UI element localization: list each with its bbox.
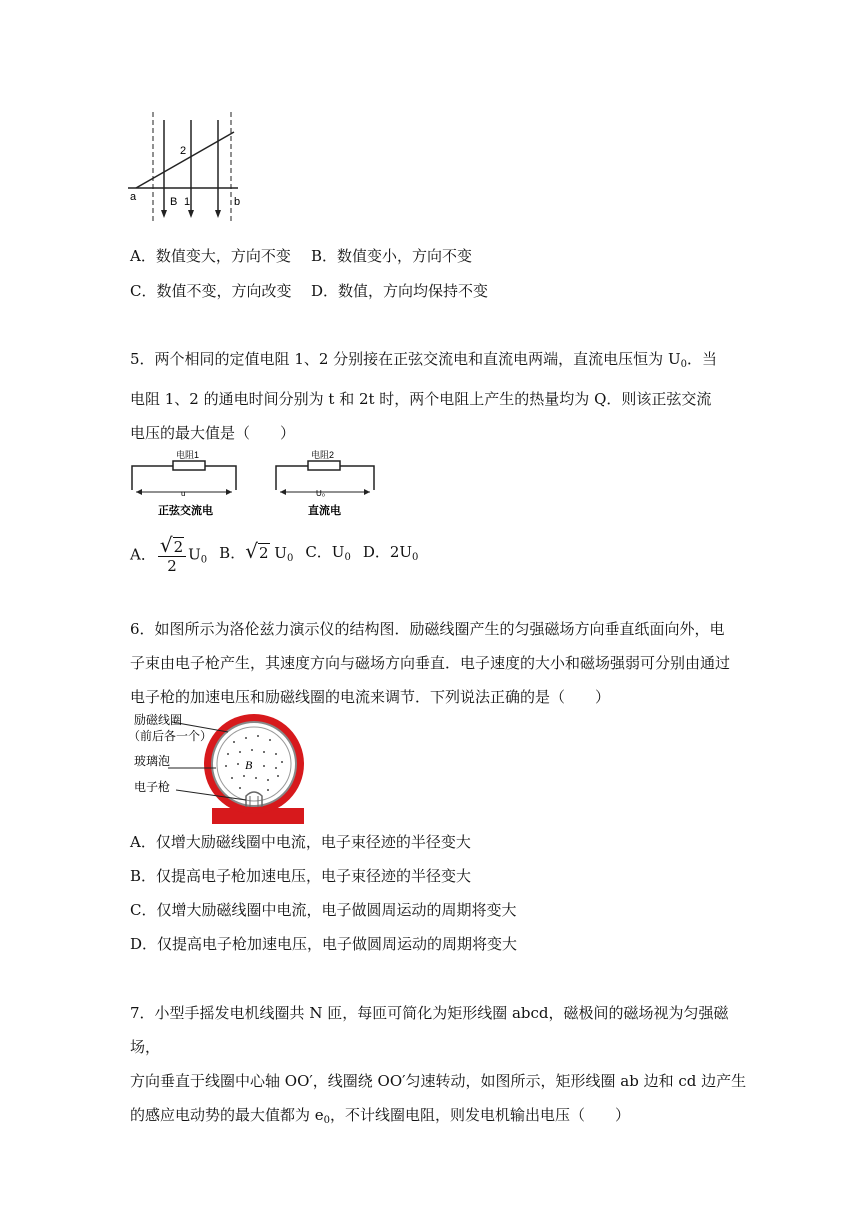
q6-option-a[interactable]: A．仅增大励磁线圈中电流，电子束径迹的半径变大 xyxy=(130,833,471,851)
q5-r2-label: 电阻2 xyxy=(311,450,335,460)
q4-label-2: 2 xyxy=(180,145,187,157)
q6-line3: 电子枪的加速电压和励磁线圈的电流来调节．下列说法正确的是（ ） xyxy=(130,688,611,706)
q6-option-c[interactable]: C．仅增大励磁线圈中电流，电子做圆周运动的周期将变大 xyxy=(130,901,517,919)
q5-line1: 5．两个相同的定值电阻 1、2 分别接在正弦交流电和直流电两端，直流电压恒为 $U_0$．当 xyxy=(130,350,717,370)
q5-line3: 电压的最大值是（ ） xyxy=(130,424,296,442)
q5-frac: $\frac{√2}{2}$ xyxy=(158,536,186,575)
q5-option-a[interactable]: A． $\frac{√2}{2}$ $U_0$ xyxy=(130,532,208,575)
q5-r1-label: 电阻1 xyxy=(176,450,200,460)
q5-cap1: 正弦交流电 xyxy=(158,505,213,517)
q6-gun-label: 电子枪 xyxy=(134,780,171,794)
q5-option-c[interactable]: C．$U_0$ xyxy=(305,543,351,563)
q5-u2-label: U₀ xyxy=(316,489,326,498)
q6-line1: 6．如图所示为洛伦兹力演示仪的结构图．励磁线圈产生的匀强磁场方向垂直纸面向外，电 xyxy=(130,620,725,638)
q6-bulb-label: 玻璃泡 xyxy=(134,754,171,768)
q6-option-b[interactable]: B．仅提高电子枪加速电压，电子束径迹的半径变大 xyxy=(130,867,472,885)
q5-option-d[interactable]: D．$2U_0$ xyxy=(362,543,419,563)
q7-stem xyxy=(130,996,750,1138)
q6-B-label: B xyxy=(245,758,253,772)
q5-figure xyxy=(128,448,378,526)
q6-line2: 子束由电子枪产生，其速度方向与磁场方向垂直．电子速度的大小和磁场强弱可分别由通过 xyxy=(130,654,731,672)
q5-stem xyxy=(130,342,740,450)
q7-line1: 7．小型手摇发电机线圈共 N 匝，每匝可简化为矩形线圈 abcd，磁极间的磁场视为匀强磁场， xyxy=(130,1004,729,1056)
q5-cap2: 直流电 xyxy=(308,505,341,517)
q6-coil-sub: （前后各一个） xyxy=(128,729,213,743)
q6-coil-label: 励磁线圈 xyxy=(134,713,183,727)
q4-option-d[interactable]: D．数值，方向均保持不变 xyxy=(311,282,489,300)
q4-label-1: 1 xyxy=(184,196,191,208)
q5-options xyxy=(130,534,418,576)
q6-option-d[interactable]: D．仅提高电子枪加速电压，电子做圆周运动的周期将变大 xyxy=(130,935,518,953)
q5-u1-label: u xyxy=(181,489,186,498)
q4-option-b[interactable]: B．数值变小，方向不变 xyxy=(311,247,473,265)
q4-label-B: B xyxy=(170,196,178,208)
q5-option-b[interactable]: B．√2 $U_0$ xyxy=(219,539,294,564)
q4-figure xyxy=(128,112,248,222)
q6-figure xyxy=(128,712,308,824)
q4-option-c[interactable]: C．数值不变，方向改变 xyxy=(130,282,292,300)
q7-line2: 方向垂直于线圈中心轴 OO′，线圈绕 OO′匀速转动，如图所示，矩形线圈 ab 边和 cd 边产生 xyxy=(130,1072,747,1090)
q6-stem xyxy=(130,612,740,714)
q4-label-b: b xyxy=(234,196,241,208)
q7-line3: 的感应电动势的最大值都为 $e_0$，不计线圈电阻，则发电机输出电压（ ） xyxy=(130,1106,631,1126)
q4-option-a[interactable]: A．数值变大，方向不变 xyxy=(130,247,291,265)
q4-label-a: a xyxy=(130,191,137,203)
q5-line2: 电阻 1、2 的通电时间分别为 t 和 2t 时，两个电阻上产生的热量均为 Q．则该正弦交流 xyxy=(130,390,712,408)
